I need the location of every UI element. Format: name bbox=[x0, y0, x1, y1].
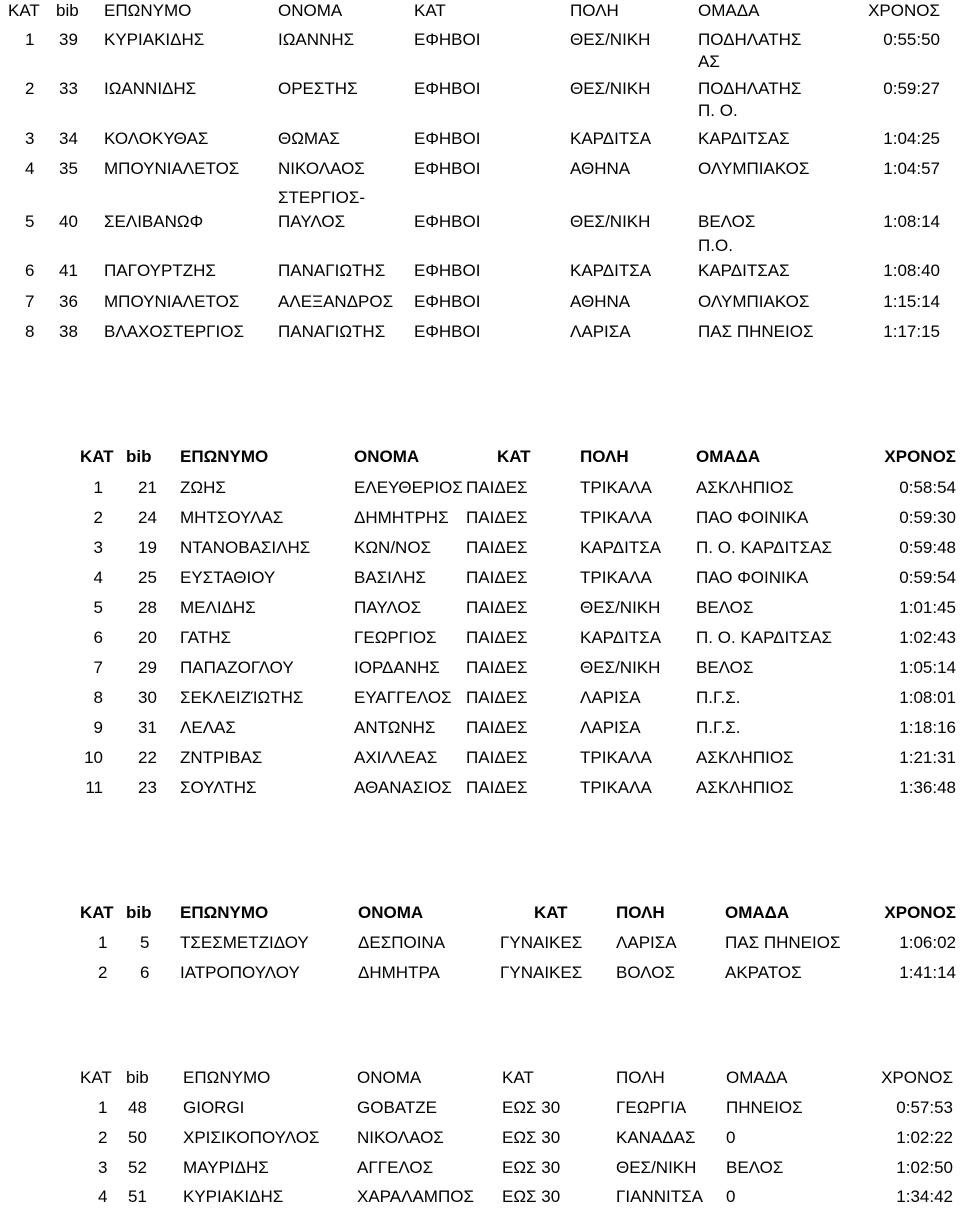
cell-city: ΤΡΙΚΑΛΑ bbox=[580, 748, 652, 767]
cell-rank: 2 bbox=[25, 79, 35, 98]
cell-surname: ΜΠΟΥΝΙΑΛΕΤΟΣ bbox=[104, 159, 240, 178]
cell-category: ΕΩΣ 30 bbox=[502, 1158, 561, 1177]
table-row bbox=[0, 627, 960, 649]
cell-name: GOBATZE bbox=[357, 1098, 437, 1117]
cell-name: ΠΑΝΑΓΙΩΤΗΣ bbox=[278, 322, 386, 341]
cell-category: ΠΑΙΔΕΣ bbox=[466, 778, 528, 797]
cell-time: 1:01:45 bbox=[899, 598, 956, 617]
cell-city: ΘΕΣ/ΝΙΚΗ bbox=[616, 1158, 697, 1177]
cell-name: ΠΑΥΛΟΣ bbox=[278, 212, 346, 231]
header-cat: ΚΑΤ bbox=[80, 1068, 112, 1087]
header-name: ΟΝΟΜΑ bbox=[278, 1, 343, 20]
cell-team: ΒΕΛΟΣ bbox=[726, 1158, 784, 1177]
cell-time: 1:02:50 bbox=[896, 1158, 953, 1177]
cell-name: ΕΛΕΥΘΕΡΙΟΣ bbox=[354, 478, 463, 497]
cell-city: ΘΕΣ/ΝΙΚΗ bbox=[570, 79, 651, 98]
cell-rank: 1 bbox=[25, 30, 35, 49]
cell-team: ΑΚΡΑΤΟΣ bbox=[725, 963, 802, 982]
cell-bib: 28 bbox=[138, 598, 157, 617]
cell-time: 1:04:25 bbox=[883, 129, 940, 148]
cell-rank: 8 bbox=[25, 322, 35, 341]
cell-city: ΤΡΙΚΑΛΑ bbox=[580, 508, 652, 527]
cell-team: ΑΣΚΛΗΠΙΟΣ bbox=[696, 778, 794, 797]
cell-name: ΔΕΣΠΟΙΝΑ bbox=[358, 933, 446, 952]
cell-bib: 21 bbox=[138, 478, 157, 497]
cell-category: ΕΦΗΒΟΙ bbox=[414, 212, 481, 231]
cell-city: ΛΑΡΙΣΑ bbox=[580, 688, 641, 707]
cell-rank: 1 bbox=[98, 1098, 108, 1117]
cell-city: ΘΕΣ/ΝΙΚΗ bbox=[580, 598, 661, 617]
cell-bib: 25 bbox=[138, 568, 157, 587]
cell-team: 0 bbox=[726, 1128, 736, 1147]
cell-time: 1:17:15 bbox=[883, 322, 940, 341]
cell-rank: 1 bbox=[93, 478, 103, 497]
cell-bib: 36 bbox=[59, 292, 78, 311]
cell-city: ΤΡΙΚΑΛΑ bbox=[580, 478, 652, 497]
cell-rank: 3 bbox=[98, 1158, 108, 1177]
cell-category: ΠΑΙΔΕΣ bbox=[466, 658, 528, 677]
cell-rank: 3 bbox=[25, 129, 35, 148]
table-row bbox=[0, 1157, 960, 1179]
cell-surname: ΒΛΑΧΟΣΤΕΡΓΙΟΣ bbox=[104, 322, 244, 341]
cell-name: ΒΑΣΙΛΗΣ bbox=[354, 568, 427, 587]
cell-bib: 30 bbox=[138, 688, 157, 707]
cell-name: ΠΑΥΛΟΣ bbox=[354, 598, 422, 617]
cell-bib: 24 bbox=[138, 508, 157, 527]
cell-surname: ΧΡΙΣΙΚΟΠΟΥΛΟΣ bbox=[183, 1128, 320, 1147]
cell-category: ΕΩΣ 30 bbox=[502, 1128, 561, 1147]
cell-name: ΧΑΡΑΛΑΜΠΟΣ bbox=[357, 1187, 474, 1206]
cell-time: 0:55:50 bbox=[883, 30, 940, 49]
cell-time: 1:41:14 bbox=[899, 963, 956, 982]
cell-surname: ΖΩΗΣ bbox=[180, 478, 226, 497]
cell-city: ΛΑΡΙΣΑ bbox=[580, 718, 641, 737]
wrap-fragment bbox=[0, 51, 960, 73]
cell-name: ΑΧΙΛΛΕΑΣ bbox=[354, 748, 438, 767]
cell-rank: 11 bbox=[85, 778, 103, 797]
cell-name: ΘΩΜΑΣ bbox=[278, 129, 340, 148]
cell-rank: 7 bbox=[93, 658, 103, 677]
table-header bbox=[0, 902, 960, 924]
cell-city: ΓΕΩΡΓΙΑ bbox=[616, 1098, 687, 1117]
cell-city: ΤΡΙΚΑΛΑ bbox=[580, 778, 652, 797]
cell-name: ΑΓΓΕΛΟΣ bbox=[357, 1158, 434, 1177]
cell-bib: 31 bbox=[138, 718, 157, 737]
table-row bbox=[0, 747, 960, 769]
cell-team: Π. Ο. ΚΑΡΔΙΤΣΑΣ bbox=[696, 538, 832, 557]
cell-rank: 9 bbox=[93, 718, 103, 737]
cell-team: ΠΟΔΗΛΑΤΗΣ bbox=[698, 79, 802, 98]
cell-rank: 4 bbox=[98, 1187, 108, 1206]
cell-name: ΠΑΝΑΓΙΩΤΗΣ bbox=[278, 261, 386, 280]
cell-bib: 34 bbox=[59, 129, 78, 148]
cell-bib: 50 bbox=[128, 1128, 147, 1147]
cell-bib: 22 bbox=[138, 748, 157, 767]
table-row bbox=[0, 291, 960, 313]
header-name: ΟΝΟΜΑ bbox=[354, 447, 420, 466]
header-surname: ΕΠΩΝΥΜΟ bbox=[180, 903, 269, 922]
wrap-fragment bbox=[0, 100, 960, 122]
cell-team: ΠΑΣ ΠΗΝΕΙΟΣ bbox=[698, 322, 814, 341]
header-city: ΠΟΛΗ bbox=[616, 903, 665, 922]
cell-bib: 19 bbox=[138, 538, 157, 557]
cell-surname: ΙΑΤΡΟΠΟΥΛΟΥ bbox=[180, 963, 300, 982]
cell-team: ΠΑΟ ΦΟΙΝΙΚΑ bbox=[696, 568, 809, 587]
cell-category: ΕΦΗΒΟΙ bbox=[414, 159, 481, 178]
cell-name: ΕΥΑΓΓΕΛΟΣ bbox=[354, 688, 452, 707]
cell-rank: 1 bbox=[98, 933, 108, 952]
cell-time: 0:58:54 bbox=[899, 478, 956, 497]
cell-surname: ΜΠΟΥΝΙΑΛΕΤΟΣ bbox=[104, 292, 240, 311]
cell-rank: 2 bbox=[93, 508, 103, 527]
cell-category: ΠΑΙΔΕΣ bbox=[466, 478, 528, 497]
cell-name: ΑΝΤΩΝΗΣ bbox=[354, 718, 436, 737]
header-name: ΟΝΟΜΑ bbox=[357, 1068, 422, 1087]
header-team: ΟΜΑΔΑ bbox=[698, 1, 760, 20]
cell-team: ΒΕΛΟΣ bbox=[696, 658, 754, 677]
header-team: ΟΜΑΔΑ bbox=[725, 903, 790, 922]
header-time: ΧΡΟΝΟΣ bbox=[868, 1, 940, 20]
cell-name: ΝΙΚΟΛΑΟΣ bbox=[278, 159, 365, 178]
header-time: ΧΡΟΝΟΣ bbox=[884, 447, 956, 466]
cell-team: Π.Γ.Σ. bbox=[696, 688, 741, 707]
table-header bbox=[0, 0, 960, 22]
cell-category: ΠΑΙΔΕΣ bbox=[466, 598, 528, 617]
cell-rank: 5 bbox=[25, 212, 35, 231]
cell-city: ΚΑΡΔΙΤΣΑ bbox=[570, 129, 652, 148]
cell-surname: ΝΤΑΝΟΒΑΣΙΛΗΣ bbox=[180, 538, 311, 557]
cell-team-continuation: Π. Ο. bbox=[698, 101, 738, 120]
cell-time: 1:02:43 bbox=[899, 628, 956, 647]
cell-city: ΛΑΡΙΣΑ bbox=[616, 933, 677, 952]
table-row bbox=[0, 777, 960, 799]
cell-rank: 2 bbox=[98, 1128, 108, 1147]
cell-rank: 2 bbox=[98, 963, 108, 982]
table-header bbox=[0, 1067, 960, 1089]
cell-surname: ΤΣΕΣΜΕΤΖΙΔΟΥ bbox=[180, 933, 309, 952]
cell-surname: ΚΥΡΙΑΚΙΔΗΣ bbox=[183, 1187, 284, 1206]
header-team: ΟΜΑΔΑ bbox=[726, 1068, 788, 1087]
cell-surname: ΣΟΥΛΤΗΣ bbox=[180, 778, 257, 797]
cell-bib: 35 bbox=[59, 159, 78, 178]
cell-category: ΠΑΙΔΕΣ bbox=[466, 538, 528, 557]
cell-surname: ΚΥΡΙΑΚΙΔΗΣ bbox=[104, 30, 205, 49]
table-row bbox=[0, 260, 960, 282]
cell-surname: ΙΩΑΝΝΙΔΗΣ bbox=[104, 79, 197, 98]
cell-city: ΒΟΛΟΣ bbox=[616, 963, 675, 982]
header-bib: bib bbox=[56, 1, 79, 20]
cell-bib: 40 bbox=[59, 212, 78, 231]
cell-rank: 4 bbox=[25, 159, 35, 178]
table-row bbox=[0, 1127, 960, 1149]
cell-bib: 5 bbox=[140, 933, 150, 952]
cell-team: 0 bbox=[726, 1187, 736, 1206]
cell-name: ΙΩΑΝΝΗΣ bbox=[278, 30, 355, 49]
cell-category: ΕΩΣ 30 bbox=[502, 1187, 561, 1206]
header-surname: ΕΠΩΝΥΜΟ bbox=[180, 447, 269, 466]
cell-name: ΑΛΕΞΑΝΔΡΟΣ bbox=[278, 292, 394, 311]
cell-team: ΒΕΛΟΣ bbox=[696, 598, 754, 617]
cell-surname: ΖΝΤΡΙΒΑΣ bbox=[180, 748, 263, 767]
cell-category: ΕΦΗΒΟΙ bbox=[414, 79, 481, 98]
cell-city: ΓΙΑΝΝΙΤΣΑ bbox=[616, 1187, 703, 1206]
cell-city: ΚΑΝΑΔΑΣ bbox=[616, 1128, 696, 1147]
cell-bib: 6 bbox=[140, 963, 150, 982]
cell-time: 0:59:54 bbox=[899, 568, 956, 587]
cell-team: ΠΟΔΗΛΑΤΗΣ bbox=[698, 30, 802, 49]
cell-surname: ΓΑΤΗΣ bbox=[180, 628, 232, 647]
cell-surname: ΜΕΛΙΔΗΣ bbox=[180, 598, 256, 617]
table-row bbox=[0, 1186, 960, 1208]
cell-surname: ΠΑΠΑΖΟΓΛΟΥ bbox=[180, 658, 294, 677]
table-row bbox=[0, 211, 960, 233]
cell-city: ΑΘΗΝΑ bbox=[570, 159, 631, 178]
table-row bbox=[0, 962, 960, 984]
cell-team: ΒΕΛΟΣ bbox=[698, 212, 756, 231]
cell-bib: 20 bbox=[138, 628, 157, 647]
cell-time: 0:59:48 bbox=[899, 538, 956, 557]
cell-time: 1:08:14 bbox=[883, 212, 940, 231]
cell-bib: 38 bbox=[59, 322, 78, 341]
cell-rank: 7 bbox=[25, 292, 35, 311]
cell-name: ΔΗΜΗΤΡΑ bbox=[358, 963, 440, 982]
cell-rank: 6 bbox=[25, 261, 35, 280]
header-bib: bib bbox=[126, 903, 152, 922]
cell-city: ΘΕΣ/ΝΙΚΗ bbox=[570, 212, 651, 231]
cell-team: Π. Ο. ΚΑΡΔΙΤΣΑΣ bbox=[696, 628, 832, 647]
cell-surname: ΜΗΤΣΟΥΛΑΣ bbox=[180, 508, 284, 527]
cell-category: ΕΦΗΒΟΙ bbox=[414, 292, 481, 311]
cell-team: ΠΑΟ ΦΟΙΝΙΚΑ bbox=[696, 508, 809, 527]
cell-city: ΤΡΙΚΑΛΑ bbox=[580, 568, 652, 587]
cell-time: 1:05:14 bbox=[899, 658, 956, 677]
cell-category: ΠΑΙΔΕΣ bbox=[466, 688, 528, 707]
cell-bib: 39 bbox=[59, 30, 78, 49]
cell-time: 1:02:22 bbox=[896, 1128, 953, 1147]
table-row bbox=[0, 567, 960, 589]
table-row bbox=[0, 932, 960, 954]
cell-rank: 5 bbox=[93, 598, 103, 617]
cell-category: ΕΦΗΒΟΙ bbox=[414, 322, 481, 341]
cell-team: ΚΑΡΔΙΤΣΑΣ bbox=[698, 129, 790, 148]
cell-team-continuation: Π.Ο. bbox=[698, 236, 733, 255]
header-city: ΠΟΛΗ bbox=[580, 447, 629, 466]
table-row bbox=[0, 128, 960, 150]
cell-team: Π.Γ.Σ. bbox=[696, 718, 741, 737]
table-row bbox=[0, 29, 960, 51]
cell-city: ΚΑΡΔΙΤΣΑ bbox=[580, 628, 662, 647]
cell-city: ΘΕΣ/ΝΙΚΗ bbox=[570, 30, 651, 49]
cell-time: 1:08:40 bbox=[883, 261, 940, 280]
cell-name: ΟΡΕΣΤΗΣ bbox=[278, 79, 358, 98]
table-row bbox=[0, 687, 960, 709]
cell-category: ΠΑΙΔΕΣ bbox=[466, 508, 528, 527]
cell-team: ΑΣΚΛΗΠΙΟΣ bbox=[696, 748, 794, 767]
table-row bbox=[0, 597, 960, 619]
header-team: ΟΜΑΔΑ bbox=[696, 447, 761, 466]
cell-category: ΓΥΝΑΙΚΕΣ bbox=[500, 933, 583, 952]
cell-city: ΛΑΡΙΣΑ bbox=[570, 322, 631, 341]
table-row bbox=[0, 1097, 960, 1119]
header-cat: ΚΑΤ bbox=[80, 447, 114, 466]
cell-name: ΑΘΑΝΑΣΙΟΣ bbox=[354, 778, 452, 797]
cell-rank: 4 bbox=[93, 568, 103, 587]
cell-bib: 52 bbox=[128, 1158, 147, 1177]
cell-category: ΕΦΗΒΟΙ bbox=[414, 129, 481, 148]
cell-category: ΠΑΙΔΕΣ bbox=[466, 748, 528, 767]
cell-name: ΝΙΚΟΛΑΟΣ bbox=[357, 1128, 444, 1147]
cell-name-continuation: ΣΤΕΡΓΙΟΣ- bbox=[278, 188, 366, 207]
cell-team: ΚΑΡΔΙΤΣΑΣ bbox=[698, 261, 790, 280]
cell-rank: 10 bbox=[84, 748, 103, 767]
header-category: ΚΑΤ bbox=[534, 903, 568, 922]
cell-name: ΓΕΩΡΓΙΟΣ bbox=[354, 628, 437, 647]
cell-bib: 23 bbox=[138, 778, 157, 797]
cell-surname: ΣΕΚΛΕΙΖΊΩΤΗΣ bbox=[180, 688, 304, 707]
cell-category: ΕΩΣ 30 bbox=[502, 1098, 561, 1117]
cell-category: ΠΑΙΔΕΣ bbox=[466, 628, 528, 647]
header-category: ΚΑΤ bbox=[497, 447, 531, 466]
header-cat: ΚΑΤ bbox=[8, 1, 40, 20]
cell-city: ΑΘΗΝΑ bbox=[570, 292, 631, 311]
cell-city: ΚΑΡΔΙΤΣΑ bbox=[580, 538, 662, 557]
cell-rank: 3 bbox=[93, 538, 103, 557]
header-surname: ΕΠΩΝΥΜΟ bbox=[104, 1, 192, 20]
cell-time: 1:18:16 bbox=[899, 718, 956, 737]
header-city: ΠΟΛΗ bbox=[570, 1, 619, 20]
cell-time: 1:21:31 bbox=[899, 748, 956, 767]
cell-surname: ΚΟΛΟΚΥΘΑΣ bbox=[104, 129, 209, 148]
table-row bbox=[0, 507, 960, 529]
cell-team: ΠΗΝΕΙΟΣ bbox=[726, 1098, 803, 1117]
cell-category: ΓΥΝΑΙΚΕΣ bbox=[500, 963, 583, 982]
cell-name: ΔΗΜΗΤΡΗΣ bbox=[354, 508, 449, 527]
cell-bib: 51 bbox=[128, 1187, 147, 1206]
header-category: ΚΑΤ bbox=[502, 1068, 534, 1087]
cell-surname: ΜΑΥΡΙΔΗΣ bbox=[183, 1158, 269, 1177]
cell-time: 1:34:42 bbox=[896, 1187, 953, 1206]
header-name: ΟΝΟΜΑ bbox=[358, 903, 424, 922]
cell-time: 1:15:14 bbox=[883, 292, 940, 311]
cell-team: ΑΣΚΛΗΠΙΟΣ bbox=[696, 478, 794, 497]
wrap-fragment bbox=[0, 187, 960, 209]
table-row bbox=[0, 717, 960, 739]
cell-category: ΕΦΗΒΟΙ bbox=[414, 261, 481, 280]
cell-team: ΟΛΥΜΠΙΑΚΟΣ bbox=[698, 159, 810, 178]
cell-time: 0:57:53 bbox=[896, 1098, 953, 1117]
table-row bbox=[0, 78, 960, 100]
cell-rank: 6 bbox=[93, 628, 103, 647]
table-row bbox=[0, 477, 960, 499]
cell-surname: ΠΑΓΟΥΡΤΖΗΣ bbox=[104, 261, 216, 280]
cell-time: 1:08:01 bbox=[899, 688, 956, 707]
header-bib: bib bbox=[126, 1068, 149, 1087]
cell-rank: 8 bbox=[93, 688, 103, 707]
cell-surname: ΕΥΣΤΑΘΙΟΥ bbox=[180, 568, 276, 587]
table-row bbox=[0, 158, 960, 180]
header-surname: ΕΠΩΝΥΜΟ bbox=[183, 1068, 271, 1087]
cell-category: ΠΑΙΔΕΣ bbox=[466, 718, 528, 737]
cell-time: 1:06:02 bbox=[899, 933, 956, 952]
cell-name: ΚΩΝ/ΝΟΣ bbox=[354, 538, 432, 557]
header-city: ΠΟΛΗ bbox=[616, 1068, 665, 1087]
cell-team-continuation: ΑΣ bbox=[698, 52, 720, 71]
table-row bbox=[0, 657, 960, 679]
header-bib: bib bbox=[126, 447, 152, 466]
wrap-fragment bbox=[0, 235, 960, 257]
cell-city: ΘΕΣ/ΝΙΚΗ bbox=[580, 658, 661, 677]
table-row bbox=[0, 537, 960, 559]
cell-time: 1:04:57 bbox=[883, 159, 940, 178]
cell-bib: 48 bbox=[128, 1098, 147, 1117]
cell-team: ΟΛΥΜΠΙΑΚΟΣ bbox=[698, 292, 810, 311]
header-time: ΧΡΟΝΟΣ bbox=[881, 1068, 953, 1087]
cell-bib: 41 bbox=[59, 261, 78, 280]
cell-surname: GIORGI bbox=[183, 1098, 245, 1117]
cell-team: ΠΑΣ ΠΗΝΕΙΟΣ bbox=[725, 933, 841, 952]
header-category: ΚΑΤ bbox=[414, 1, 446, 20]
cell-time: 0:59:30 bbox=[899, 508, 956, 527]
table-row bbox=[0, 321, 960, 343]
header-time: ΧΡΟΝΟΣ bbox=[884, 903, 956, 922]
cell-category: ΠΑΙΔΕΣ bbox=[466, 568, 528, 587]
cell-name: ΙΟΡΔΑΝΗΣ bbox=[354, 658, 440, 677]
cell-category: ΕΦΗΒΟΙ bbox=[414, 30, 481, 49]
cell-surname: ΣΕΛΙΒΑΝΩΦ bbox=[104, 212, 204, 231]
cell-bib: 29 bbox=[138, 658, 157, 677]
cell-time: 1:36:48 bbox=[899, 778, 956, 797]
header-cat: ΚΑΤ bbox=[80, 903, 114, 922]
cell-time: 0:59:27 bbox=[883, 79, 940, 98]
cell-surname: ΛΕΛΑΣ bbox=[180, 718, 236, 737]
table-header bbox=[0, 446, 960, 468]
cell-bib: 33 bbox=[59, 79, 78, 98]
cell-city: ΚΑΡΔΙΤΣΑ bbox=[570, 261, 652, 280]
